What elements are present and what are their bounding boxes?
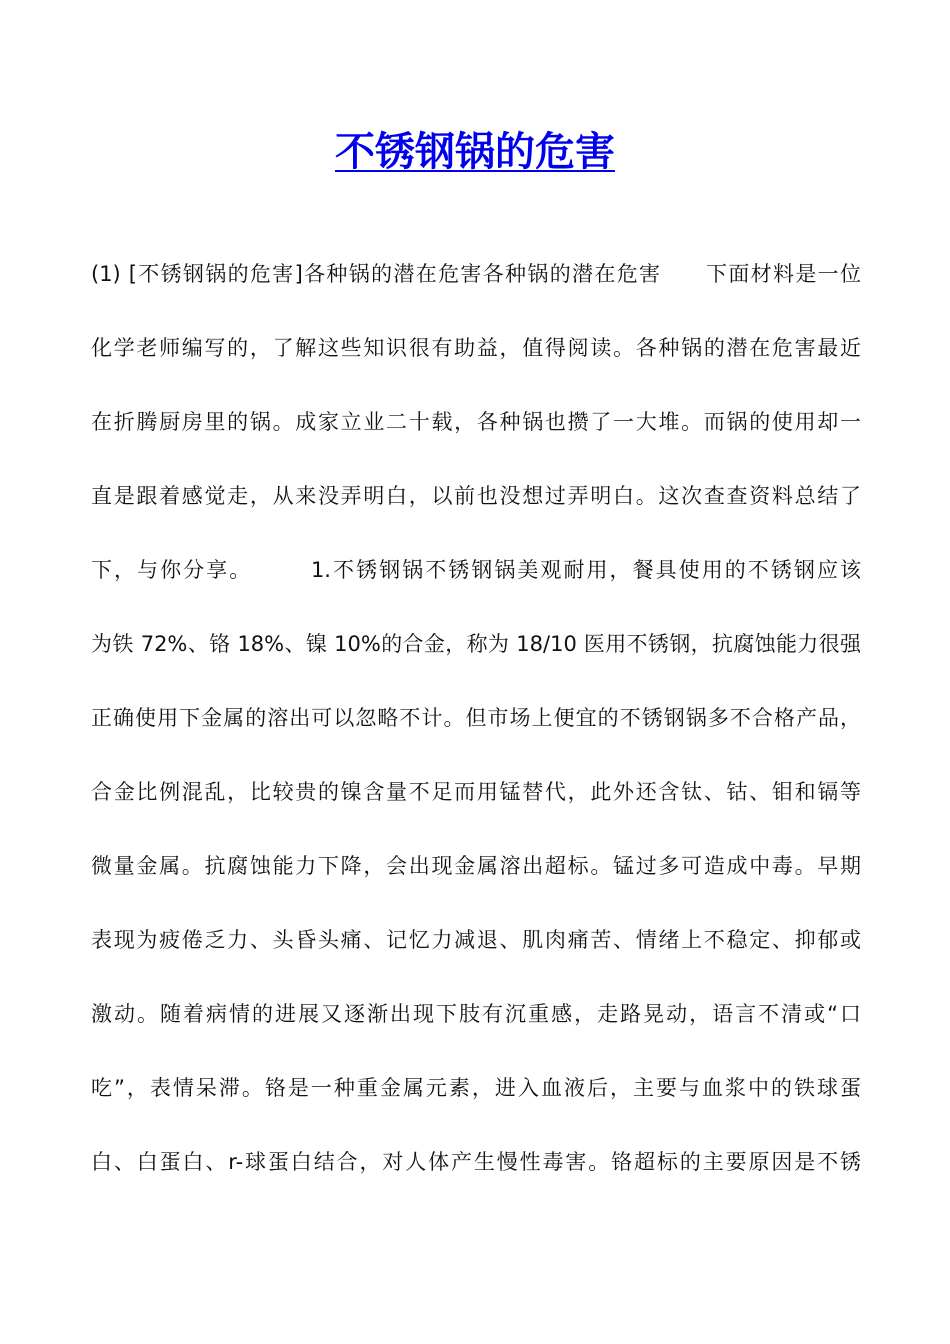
body-line: 为铁 72%、铬 18%、镍 10%的合金，称为 18/10 医用不锈钢，抗腐蚀能力很强 xyxy=(91,632,861,656)
body-line: 下，与你分享。 1.不锈钢锅不锈钢锅美观耐用，餐具使用的不锈钢应该 xyxy=(91,558,861,582)
body-line: 化学老师编写的，了解这些知识很有助益，值得阅读。各种锅的潜在危害最近 xyxy=(91,336,861,360)
body-line: 白、白蛋白、r-球蛋白结合，对人体产生慢性毒害。铬超标的主要原因是不锈 xyxy=(91,1150,861,1174)
body-line: (1) [不锈钢锅的危害]各种锅的潜在危害各种锅的潜在危害 下面材料是一位 xyxy=(91,262,861,286)
body-line: 微量金属。抗腐蚀能力下降，会出现金属溶出超标。锰过多可造成中毒。早期 xyxy=(91,854,861,878)
body-line: 吃”，表情呆滞。铬是一种重金属元素，进入血液后，主要与血浆中的铁球蛋 xyxy=(91,1076,861,1100)
body-line: 在折腾厨房里的锅。成家立业二十载，各种锅也攒了一大堆。而锅的使用却一 xyxy=(91,410,861,434)
body-line: 合金比例混乱，比较贵的镍含量不足而用锰替代，此外还含钛、钴、钼和镉等 xyxy=(91,780,861,804)
document-body xyxy=(91,244,861,1206)
body-line: 表现为疲倦乏力、头昏头痛、记忆力减退、肌肉痛苦、情绪上不稳定、抑郁或 xyxy=(91,928,861,952)
body-line: 直是跟着感觉走，从来没弄明白，以前也没想过弄明白。这次查查资料总结了 xyxy=(91,484,861,508)
body-line: 激动。随着病情的进展又逐渐出现下肢有沉重感，走路晃动，语言不清或“口 xyxy=(91,1002,861,1026)
document-title[interactable]: 不锈钢锅的危害 xyxy=(335,128,615,175)
body-line: 正确使用下金属的溶出可以忽略不计。但市场上便宜的不锈钢锅多不合格产品， xyxy=(91,706,861,730)
